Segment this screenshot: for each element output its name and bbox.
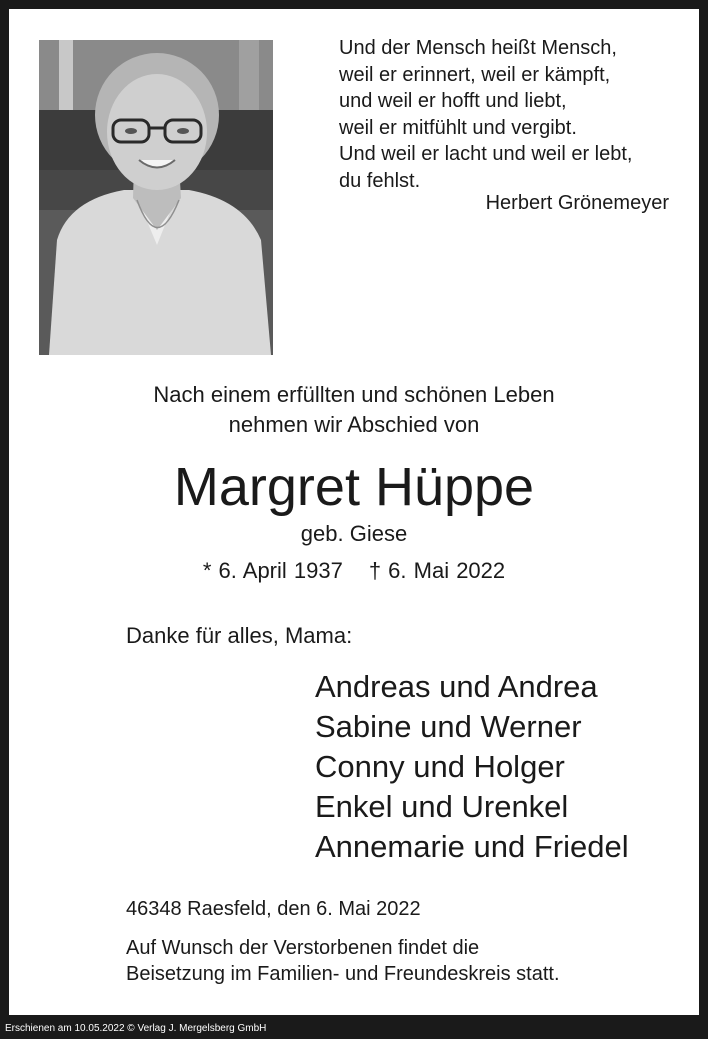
- funeral-note-line-1: Auf Wunsch der Verstorbenen findet die: [126, 937, 480, 959]
- place-date: 46348 Raesfeld, den 6. Mai 2022: [126, 898, 421, 920]
- birth-date: * 6. April 1937: [202, 558, 343, 583]
- poem-line: und weil er hofft und liebt,: [339, 90, 567, 112]
- intro-text: [9, 380, 699, 440]
- family-list: [315, 667, 629, 867]
- poem-author: Herbert Grönemeyer: [485, 192, 669, 214]
- poem-line: weil er erinnert, weil er kämpft,: [339, 63, 611, 86]
- family-member: Enkel und Urenkel: [315, 789, 569, 824]
- portrait-illustration: [39, 40, 273, 355]
- poem-line: Und weil er lacht und weil er lebt,: [339, 143, 633, 165]
- intro-line-2: nehmen wir Abschied von: [228, 412, 480, 437]
- deceased-name: Margret Hüppe: [173, 457, 535, 517]
- thanks-text: Danke für alles, Mama:: [126, 623, 353, 648]
- portrait-photo: [39, 40, 273, 355]
- family-member: Annemarie und Friedel: [315, 829, 629, 864]
- death-date: † 6. Mai 2022: [368, 558, 506, 583]
- family-member: Conny und Holger: [315, 749, 565, 784]
- funeral-note-line-2: Beisetzung im Familien- und Freundeskreis statt.: [126, 963, 560, 985]
- family-member: Andreas und Andrea: [315, 669, 598, 704]
- poem-line: Und der Mensch heißt Mensch,: [339, 37, 617, 59]
- funeral-note: [126, 935, 560, 987]
- life-dates: [9, 558, 699, 584]
- family-member: Sabine und Werner: [315, 709, 582, 744]
- poem-line: du fehlst.: [339, 169, 421, 192]
- birth-name: geb. Giese: [300, 521, 408, 546]
- poem-line: weil er mitfühlt und vergibt.: [339, 116, 577, 139]
- publication-footer: Erschienen am 10.05.2022 © Verlag J. Mergelsberg GmbH: [5, 1023, 267, 1034]
- poem: [339, 35, 679, 194]
- intro-line-1: Nach einem erfüllten und schönen Leben: [153, 382, 555, 407]
- obituary-card: [9, 9, 699, 1015]
